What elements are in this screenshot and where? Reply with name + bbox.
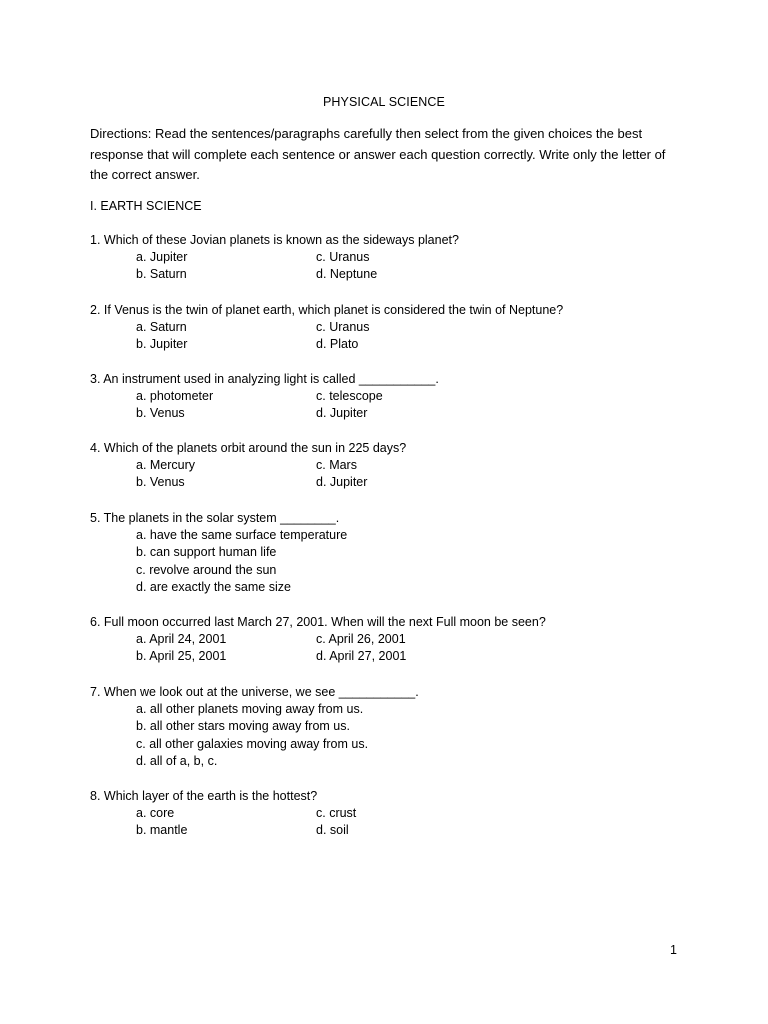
question-text: 5. The planets in the solar system ________. [90,511,340,525]
question-text: 2. If Venus is the twin of planet earth, which planet is considered the twin of Neptune? [90,303,564,317]
question-2 [90,301,710,354]
answer-choice: c. revolve around the sun [136,562,277,577]
answer-choices [136,249,710,284]
answer-choice: c. Mars [316,458,357,472]
answer-choice: d. Neptune [316,267,378,282]
question-1 [90,231,710,284]
answer-choice: b. Venus [136,475,185,490]
question-text: 4. Which of the planets orbit around the sun in 225 days? [90,441,407,455]
answer-choices [136,701,710,770]
page-title: PHYSICAL SCIENCE [322,95,445,109]
question-8 [90,787,710,840]
answer-choice: d. Plato [316,337,359,352]
answer-choice: b. mantle [136,823,188,838]
answer-choice: c. Uranus [316,250,370,264]
answer-choice: d. all of a, b, c. [136,753,218,768]
question-7 [90,683,710,770]
answer-choice: a. all other planets moving away from us. [136,702,364,716]
question-text: 3. An instrument used in analyzing light is called ___________. [90,372,439,386]
directions-paragraph: Directions: Read the sentences/paragraphs carefully then select from the given choices the best response that will complete each sentence or answer each question correctly. Write only the letter of the correct answer. [90,126,666,182]
answer-choices [136,388,710,423]
answer-choice: a. Jupiter [136,250,188,264]
answer-choice: d. April 27, 2001 [316,649,407,664]
answer-choice: a. photometer [136,389,214,403]
answer-choices [136,805,710,840]
answer-choice: a. Saturn [136,320,187,334]
answer-choices [136,631,710,666]
answer-choice: a. core [136,806,175,820]
answer-choices [136,527,710,596]
answer-choice: c. all other galaxies moving away from us. [136,736,369,751]
answer-choice: c. crust [316,806,357,820]
answer-choice: b. Saturn [136,267,187,282]
answer-choice: c. telescope [316,389,383,403]
answer-choice: a. have the same surface temperature [136,528,348,542]
answer-choice: d. soil [316,823,349,838]
question-text: 6. Full moon occurred last March 27, 2001. When will the next Full moon be seen? [90,615,546,629]
answer-choice: a. Mercury [136,458,196,472]
answer-choices [136,319,710,354]
page-number: 1 [670,943,677,957]
answer-choice: d. Jupiter [316,475,368,490]
answer-choice: d. Jupiter [316,406,368,421]
question-4 [90,439,710,492]
answer-choice: b. all other stars moving away from us. [136,719,350,734]
answer-choice: b. Venus [136,406,185,421]
answer-choice: b. Jupiter [136,337,188,352]
answer-choice: d. are exactly the same size [136,579,291,594]
question-5 [90,509,710,596]
answer-choice: a. April 24, 2001 [136,632,227,646]
answer-choice: c. Uranus [316,320,370,334]
answer-choice: c. April 26, 2001 [316,632,406,646]
question-text: 1. Which of these Jovian planets is known as the sideways planet? [90,233,459,247]
question-text: 8. Which layer of the earth is the hottest? [90,789,318,803]
answer-choices [136,457,710,492]
question-6 [90,613,710,666]
answer-choice: b. April 25, 2001 [136,649,227,664]
question-text: 7. When we look out at the universe, we see ___________. [90,685,419,699]
section-heading: I. EARTH SCIENCE [90,199,202,213]
answer-choice: b. can support human life [136,545,277,560]
question-3 [90,370,710,423]
